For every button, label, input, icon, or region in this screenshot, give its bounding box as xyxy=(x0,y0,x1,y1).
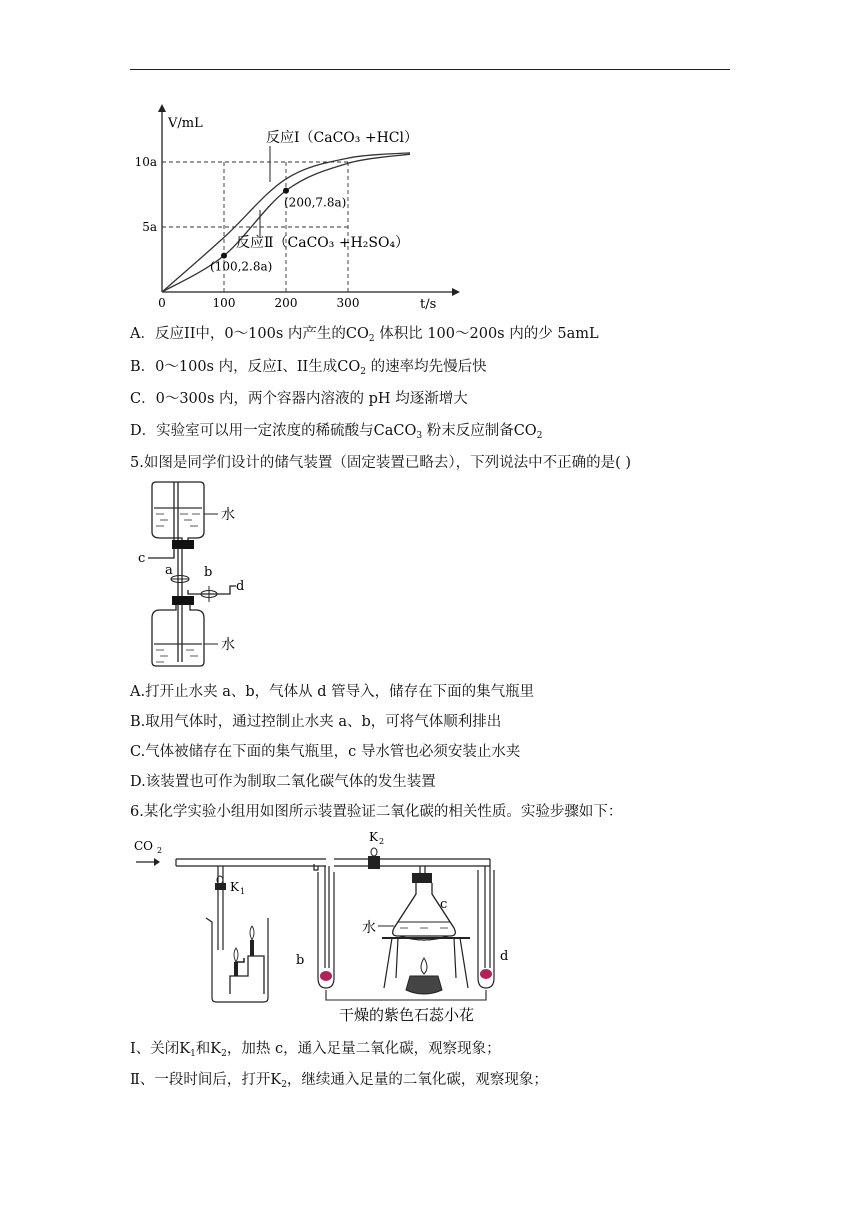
svg-text:2: 2 xyxy=(379,837,385,846)
lower-bottle xyxy=(152,604,204,666)
label-c: c xyxy=(138,551,146,566)
label-water-bottom: 水 xyxy=(221,637,235,653)
header-rule xyxy=(130,69,730,70)
label-d: d xyxy=(500,949,509,964)
q5-option-a: A.打开止水夹 a、b，气体从 d 管导入，储存在下面的集气瓶里 xyxy=(130,684,535,700)
svg-text:2: 2 xyxy=(157,846,163,855)
lower-stopper xyxy=(172,596,194,605)
label-water: 水 xyxy=(362,920,376,936)
x-tick-label: 200 xyxy=(274,296,298,310)
q4-option-c: C．0～300s 内，两个容器内溶液的 pH 均逐渐增大 xyxy=(130,391,468,407)
test-tube-d xyxy=(478,859,494,988)
label-b: b xyxy=(296,953,305,968)
q4-option-b: B．0～100s 内，反应I、II生成$CO_2$ 的速率均先慢后快 xyxy=(130,359,487,377)
x-axis-label: t/s xyxy=(420,297,437,312)
q5-option-d: D.该装置也可作为制取二氧化碳气体的发生装置 xyxy=(130,774,436,790)
gas-storage-apparatus xyxy=(130,478,270,670)
series-line-reaction-2 xyxy=(162,154,410,292)
label-k1: K xyxy=(230,880,239,894)
q6-stem: 6.某化学实验小组用如图所示装置验证二氧化碳的相关性质。实验步骤如下： xyxy=(130,804,623,820)
inlet-arrow-icon xyxy=(136,858,160,866)
q6-step-2: Ⅱ、一段时间后，打开$K_2$，继续通入足量的二氧化碳，观察现象； xyxy=(130,1072,548,1090)
series-label-reaction-1: 反应Ⅰ（CaCO₃ +HCl） xyxy=(266,130,418,146)
label-d: d xyxy=(236,579,245,594)
litmus-flower-b xyxy=(320,971,332,981)
x-axis-arrow-icon xyxy=(452,288,460,296)
q5-option-c: C.气体被储存在下面的集气瓶里，c 导水管也必须安装止水夹 xyxy=(130,744,521,760)
label-c: c xyxy=(440,897,448,912)
label-a: a xyxy=(165,563,173,578)
x-tick-label: 0 xyxy=(158,296,166,310)
y-axis-label: V/mL xyxy=(168,116,203,131)
series-line-reaction-1 xyxy=(162,153,410,292)
flower-caption: 干燥的紫色石蕊小花 xyxy=(339,1006,475,1024)
litmus-flower-d xyxy=(480,969,492,979)
q6-step-1: Ⅰ、关闭$K_1$和$K_2$，加热 c，通入足量二氧化碳，观察现象； xyxy=(130,1041,501,1059)
svg-text:1: 1 xyxy=(240,887,246,896)
label-b: b xyxy=(204,565,213,580)
label-water-top: 水 xyxy=(221,507,235,523)
x-tick-label: 300 xyxy=(336,296,360,310)
label-co2: CO xyxy=(134,839,154,853)
candle-steps xyxy=(230,926,264,994)
q5-stem: 5.如图是同学们设计的储气装置（固定装置已略去），下列说法中不正确的是( ) xyxy=(130,455,632,471)
clamp-k2 xyxy=(368,848,380,869)
data-point xyxy=(221,253,227,259)
alcohol-lamp-icon xyxy=(406,958,442,994)
data-point-label: (100,2.8a) xyxy=(210,259,273,274)
data-point xyxy=(283,188,289,194)
co2-property-apparatus xyxy=(130,828,530,1033)
clamp-a xyxy=(171,576,189,583)
q4-option-d: D．实验室可以用一定浓度的稀硫酸与CaCO$_3$ 粉末反应制备$CO_2$ xyxy=(130,423,543,441)
volume-time-chart xyxy=(134,100,470,315)
upper-bottle xyxy=(152,482,204,548)
caption-bracket xyxy=(326,990,486,1000)
q4-option-a: A．反应II中，0～100s 内产生的$CO_2$ 体积比 100～200s 内的少 5amL xyxy=(130,326,599,344)
label-k2: K xyxy=(369,830,378,844)
data-point-label: (200,7.8a) xyxy=(284,195,347,210)
series-label-reaction-2: 反应Ⅱ（CaCO₃ +H₂SO₄） xyxy=(236,235,410,251)
test-tube-b xyxy=(314,864,334,988)
y-tick-label: 5a xyxy=(142,220,157,234)
q5-option-b: B.取用气体时，通过控制止水夹 a、b，可将气体顺利排出 xyxy=(130,714,502,730)
main-tube xyxy=(176,859,490,866)
clamp-k1 xyxy=(215,876,226,890)
upper-stopper xyxy=(172,540,194,549)
x-tick-label: 100 xyxy=(212,296,236,310)
y-tick-label: 10a xyxy=(134,155,157,169)
y-axis-arrow-icon xyxy=(158,104,166,112)
